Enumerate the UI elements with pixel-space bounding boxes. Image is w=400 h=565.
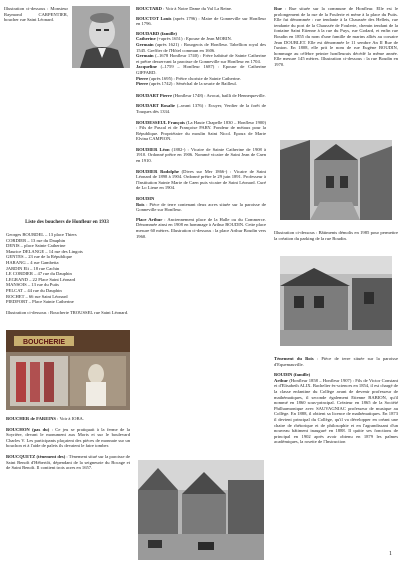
list-item: MANSOIS – 13 rue du Puits bbox=[6, 282, 59, 288]
entry: BOUCHER de FAREINS : Voir à IOBA. bbox=[6, 416, 84, 421]
entry: BOUCTARD : Voir à Notre Dame du Val La Reine. bbox=[136, 6, 233, 11]
entry: Arthur (Honfleur 1858 – Honfleur 1907) : Fils de Victor Constant et d'Elisabeth ALIX. Bachelier ès-sciences en 1854, il est chargé de la classe enfantine du Collège avant de devenir professeur de mathématiques, il seconde également Etienne BABION, qu'il nommé en 1860 sous-principal. Créateur en 1865 de la Société Philharmonique avec SAUVAGNIAC professeur de musique au Collège. En 1888, il obtient sa licence de mathématiques. En 1873 il devient principal du Collège, qu'il va développer en créant une chaire de rhétorique et de philosophie et en l'agrandissant d'un nouveau bâtiment inauguré en 1888. Il quitte ses fonctions de principal en 1902 après avoir obtenu en 1879 les palmes académiques, la rosette de l'Instruction bbox=[274, 377, 398, 445]
list-item: HARANG – 4 rue Gambetta bbox=[6, 259, 59, 265]
entry: Catherine (+après 1651) : Epouse de Jean MORIN. bbox=[136, 36, 232, 42]
entries-right-top bbox=[274, 6, 398, 68]
entry: Germain (après 1621) : Bourgeois de Honfleur. Tabellion royal des 1545. Greffier de l'Hôtel commun en 1606. bbox=[136, 41, 266, 53]
entries-right-bottom bbox=[274, 356, 398, 445]
list-item: Georges BOURDEL – 13 place Thiers bbox=[6, 232, 77, 237]
entry: BOUDIER Rodolphe (Dives sur Mer 1866-) : Vicaire de Saint Léonard de 1898 à 1904. Ordonné prêtre le 29 juin 1891. Professeur à l'Institution Sainte Marie de Caen puis vicaire de Saint Léonard. Curé de Lo Lieue en 1904. bbox=[136, 168, 266, 191]
entry: BOUDART Rosalie (–avant 1376) : Ecuyer, Verdier de la forêt de Touques dès 1334. bbox=[136, 103, 266, 114]
list-item: DENIS – place Sainte Catherine bbox=[6, 243, 66, 249]
entry: Illustration ci-dessous : Bâtiments démolis en 1985 pour permettre la création du parking de la rue Boudin. bbox=[274, 230, 398, 241]
entry: Pierre (après 1742) : Sénéchal de la seurie de Bailleul. bbox=[136, 81, 237, 87]
butcher-list bbox=[6, 232, 130, 305]
buildings-image bbox=[280, 256, 392, 346]
list-item: CORDIER – 13 rue du Dauphin bbox=[6, 237, 66, 243]
entry: BOUDESSEUL François (La Haute Chapelle 1830 – Honfleur 1900) : Fils de Pascal et de Françoise PARY. Fondeur de métaux pour la République. Propriétaire du moulin Saint Nicol. Epoux de Marie Elvina CAMPION. bbox=[136, 119, 266, 142]
shop-caption: Illustration ci-dessous : Boucherie TROUSSEL rue Saint Léonard. bbox=[6, 310, 129, 315]
entry: Germain (–1678 Honfleur 1740) : Frère habitué de Sainte Catherine et prêtre desservant la paroisse de Gonneville sur Honfleur en 1704. bbox=[136, 53, 266, 64]
butcher-list-title: Liste des bouchers de Honfleur en 1933 bbox=[25, 220, 109, 225]
list-item: PELCAT – 44 rue du Dauphin bbox=[6, 287, 62, 293]
shop-photo bbox=[6, 330, 130, 410]
shop-sign-text: BOUCHERIE bbox=[22, 339, 66, 346]
list-item: LE CORDIER – 47 rue du Dauphin bbox=[6, 271, 72, 277]
portrait-photo bbox=[72, 6, 130, 68]
list-item: JARDIN Eli – 18 rue Cachin bbox=[6, 265, 60, 271]
page-number: 1 bbox=[389, 551, 392, 557]
portrait-image bbox=[72, 6, 130, 68]
square-image bbox=[138, 460, 264, 560]
demolished-buildings-photo bbox=[280, 256, 392, 346]
entry: BOUDART Pierre (Honfleur 1748) : Avocat, bailli de Hennequeville. bbox=[136, 92, 266, 98]
entries-middle bbox=[136, 6, 266, 239]
entries-right-mid bbox=[274, 230, 398, 241]
entry: Place Arthur : Anciennement place de la Halle ou du Commerce. Dénommée ainsi en 1908 en hommage à Arthur BOUDIN. Cette place mesure 60 mètres. Illustration ci-dessous : la place Arthur Boudin vers 1960. bbox=[136, 216, 266, 239]
rue-boudin-photo bbox=[280, 140, 392, 220]
entry: Rue : Rue située sur la commune de Honfleur. Elle est le prolongement de la rue de la Foulerie et mène à la place du Puits. Elle fut dénommée : rue tendante à la Chaussée des Hellets, rue tendante du port de la Chaussée de Foulerie, chemin tendant de la fontaine Saint Etienne à la rue du Puys, rue Godard, et enfin rue Boudin en 1855 du nom d'une famille de marins alliés au corsaire Jean DOUBLET. Elle est dénommée le 11 sembre An II Rue de l'union. En 1808, elle prit le nom de rue Eugène BOUDIN, hommage au célèbre peintre honfleurais décédé la même année. Elle mesure 145 mètres. Illustration ci-dessous : la rue Boudin en 1970. bbox=[274, 6, 398, 67]
entry: BOUDARD (famille) bbox=[136, 30, 177, 36]
entry: Bois : Pièce de terre contenant deux acres située sur la paroisse de Gonneville sur Honfleur. bbox=[136, 201, 266, 213]
entry: Tènement du Bois : Pièce de terre située sur la paroisse d'Equemauville. bbox=[274, 356, 399, 367]
entry: BOUDIN bbox=[136, 196, 155, 202]
list-item: PIEDFORT – Place Sainte Catherine bbox=[6, 299, 74, 305]
list-item: Maurice DELANGE – 14 rue des Lingots bbox=[6, 248, 83, 254]
list-item: GENTES – 23 rue de la République bbox=[6, 254, 73, 260]
shop-image bbox=[6, 330, 130, 410]
street-image bbox=[280, 140, 392, 220]
list-item: ROCHET – 66 rue Saint Léonard bbox=[6, 293, 68, 299]
entry: BOUCQUETZ (tènement des) : Tènement situé sur la paroisse de Saint Benoît d'Hébertôt, dépendant de la seigneurie du Bocage et de Saint Benoît. Il contient trois acres en 1657. bbox=[6, 453, 130, 471]
entry: BOUDIER Léon (1882-) : Vicaire de Sainte Catherine de 1908 à 1910. Ordonné prêtre en 1906. Nommé vicaire de Saint Jean de Caen en 1910. bbox=[136, 146, 266, 164]
entry: BOUCTOT Louis (après 1796) : Maire de Gonneville sur Honfleur en 1796. bbox=[136, 15, 266, 27]
entry: BOUCHON (pas du) : Ce jeu se pratiquait à la ferme de la Soyrière, devant le monument aux Morts et sur le boulevard Charles V. Les participants plaçaient des pièces de monnaie sur un bouchon et à l'aide de palets ils devaient le faire tomber. bbox=[6, 426, 130, 449]
entry: BOUDIN (famille) bbox=[274, 372, 311, 378]
place-arthur-boudin-photo bbox=[138, 460, 264, 560]
portrait-caption: Illustration ci-dessous : Monsieur Raymond CARPENTIER, boucher rue Saint Léonard. bbox=[4, 6, 68, 23]
entry: Pierre (après 1695) : Prêtre choriste de Sainte Catherine. bbox=[136, 75, 241, 81]
entries-left bbox=[6, 416, 130, 471]
entry: Jacqueline (–1759 – Honfleur 1687) : Epouse de Catherine GIFFARD. bbox=[136, 64, 266, 75]
list-item: LEGRAND – 22 Place Saint Léonard bbox=[6, 276, 76, 282]
